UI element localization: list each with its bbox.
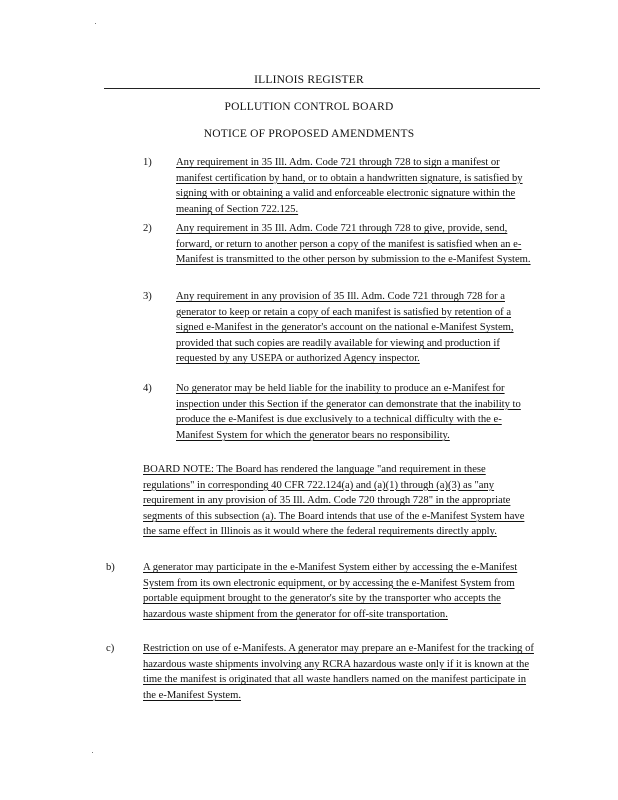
header-rule [104, 88, 540, 89]
item-marker: 4) [143, 383, 152, 394]
scan-speck [92, 752, 93, 753]
list-item-1 [143, 155, 538, 217]
item-text: No generator may be held liable for the inability to produce an e-Manifest for inspection under this Section if the generator can demonstrate that the inability to produce the e-Manifest is due exclusively to a technical difficulty with the e-Manifest System for which the generator bears no responsibility. [176, 383, 521, 441]
scan-speck [95, 23, 96, 24]
item-text: Any requirement in 35 Ill. Adm. Code 721 through 728 to sign a manifest or manifest certification by hand, or to obtain a handwritten signature, is satisfied by signing with or obtaining a valid and enforceable electronic signature within the meaning of Section 722.125. [176, 157, 523, 215]
subsection-text: A generator may participate in the e-Manifest System either by accessing the e-Manifest System from its own electronic equipment, or by accessing the e-Manifest System from portable equipment brought to the generator's site by the transporter who accepts the hazardous waste shipment from the generator for off-site transportation. [143, 562, 518, 620]
board-note-text: BOARD NOTE: The Board has rendered the language "and requirement in these regulations" in corresponding 40 CFR 722.124(a) and (a)(1) through (a)(3) as "any requirement in any provision of 35 Ill. Adm. Code 720 through 728" in the appropriate segments of this subsection (a). The Board intends that use of the e-Manifest System have the same effect in Illinois as it would where the federal requirements directly apply. [143, 464, 525, 538]
register-title: ILLINOIS REGISTER [254, 74, 364, 86]
subsection-c [106, 641, 538, 703]
item-marker: 1) [143, 157, 152, 168]
subsection-marker: c) [106, 643, 115, 654]
item-marker: 2) [143, 223, 152, 234]
notice-title: NOTICE OF PROPOSED AMENDMENTS [203, 128, 415, 140]
list-item-4 [143, 381, 538, 443]
list-item-2 [143, 221, 538, 268]
subsection-marker: b) [106, 562, 115, 573]
board-note [143, 462, 536, 540]
item-text: Any requirement in 35 Ill. Adm. Code 721 through 728 to give, provide, send, forward, or return to another person a copy of the manifest is satisfied when an e-Manifest is transmitted to the other person by submission to the e-Manifest System. [176, 223, 531, 266]
item-marker: 3) [143, 291, 152, 302]
item-text: Any requirement in any provision of 35 Ill. Adm. Code 721 through 728 for a generator to keep or retain a copy of each manifest is satisfied by retention of a signed e-Manifest in the generator's account on the national e-Manifest System, provided that such copies are readily available for viewing and production if requested by any USEPA or authorized Agency inspector. [176, 291, 514, 365]
list-item-3 [143, 289, 538, 367]
agency-title: POLLUTION CONTROL BOARD [224, 101, 394, 113]
subsection-b [106, 560, 538, 622]
subsection-text: Restriction on use of e-Manifests. A generator may prepare an e-Manifest for the tracking of hazardous waste shipments involving any RCRA hazardous waste only if it is known at the time the manifest is originated that all waste handlers named on the manifest participate in the e-Manifest System. [143, 643, 534, 701]
